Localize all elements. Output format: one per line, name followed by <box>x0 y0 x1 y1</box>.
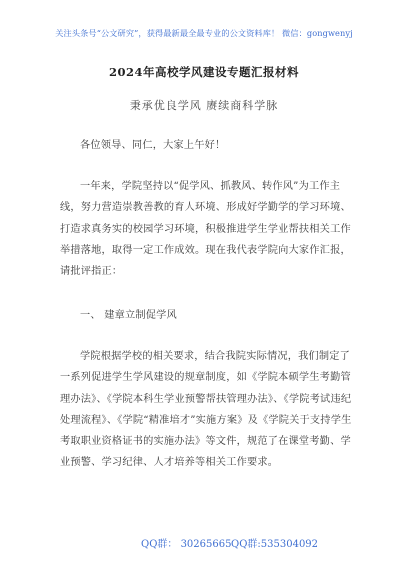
document-title: 2024年高校学风建设专题汇报材料 <box>108 65 299 79</box>
section-heading-1: 一、 建章立制促学风 <box>80 310 177 321</box>
document-subtitle: 秉承优良学风 赓续商科学脉 <box>129 99 279 112</box>
footer-qq-group-2: QQ群:535304092 <box>231 539 319 550</box>
paragraph-regulations: 学院根据学校的相关要求，结合我院实际情况，我们制定了一系列促进学生学风建设的规章制度，如《学院本硕学生考勤管理办法》、《学院本科生学业预警帮扶管理办法》、《学院考试违纪处理流程》、《学院“精准培才”实施方案》及《学院关于支持学生考取职业资格证书的实施办法》等文件，规范了在课堂考勤、学业预警、学习纪律、人才培养等相关工作要求。 <box>60 351 352 469</box>
footer-qq-group-1: QQ群： 30265665 <box>141 539 232 550</box>
paragraph-intro: 一年来，学院坚持以“促学风、抓教风、转作风”为工作主线，努力营造崇教善教的育人环境、形成好学勤学的学习环境、打造求真务实的校园学习环境，积极推进学生学业帮扶相关工作举措落地，取得一定工作成效。现在我代表学院向大家作汇报，请批评指正： <box>60 181 351 278</box>
greeting: 各位领导、同仁，大家上午好！ <box>80 140 226 151</box>
header-promo-note: 关注头条号“公文研究”，获得最新最全最专业的公文资料库！ 微信：gongwenyj <box>55 28 353 38</box>
